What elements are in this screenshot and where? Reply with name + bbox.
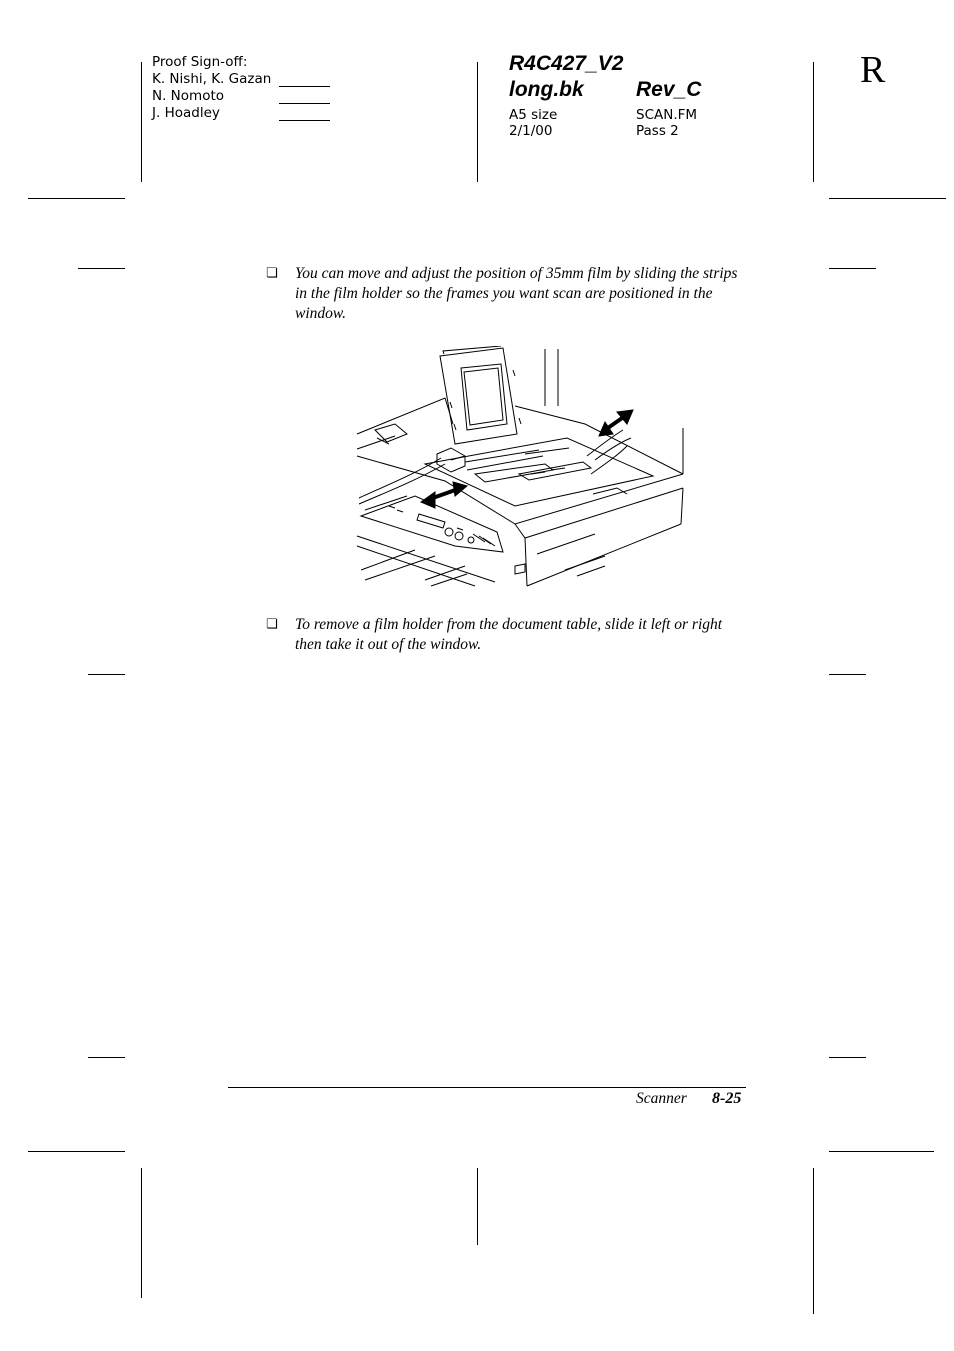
crop-mark (813, 62, 814, 182)
crop-mark (829, 1057, 866, 1058)
doc-file: SCAN.FM (636, 107, 698, 123)
doc-book: long.bk (509, 78, 584, 101)
crop-mark (477, 1168, 478, 1245)
doc-revision: Rev_C (636, 78, 702, 101)
crop-mark (28, 198, 125, 199)
proof-signoff (152, 54, 271, 122)
footer-rule (228, 1087, 746, 1088)
crop-mark (477, 62, 478, 182)
proof-signer-row (152, 105, 271, 122)
doc-pass: Pass 2 (636, 123, 679, 139)
crop-mark (28, 1151, 125, 1152)
signature-line (279, 120, 330, 121)
bullet-icon: ❏ (266, 617, 278, 632)
signature-line (279, 86, 330, 87)
proof-signer-row (152, 71, 271, 88)
doc-size: A5 size (509, 107, 558, 123)
crop-mark (829, 268, 876, 269)
footer-section: Scanner (636, 1090, 687, 1107)
paragraph: To remove a film holder from the document table, slide it left or right then take it out of the window. (295, 616, 723, 653)
doc-code: R4C427_V2 (509, 52, 624, 75)
proof-signer-row (152, 88, 271, 105)
crop-mark (78, 268, 125, 269)
scanner-film-holder-illustration (355, 346, 687, 592)
crop-mark (141, 62, 142, 182)
crop-mark (829, 198, 946, 199)
doc-date: 2/1/00 (509, 123, 553, 139)
proof-heading: Proof Sign-off: (152, 54, 248, 70)
crop-mark (829, 674, 866, 675)
paragraph: You can move and adjust the position of 35mm film by sliding the strips in the film holder so the frames you want scan are positioned in the window. (295, 265, 738, 322)
crop-mark (88, 1057, 125, 1058)
crop-mark (141, 1168, 142, 1298)
bullet-icon: ❏ (266, 266, 278, 281)
corner-letter: R (860, 49, 886, 91)
proof-signer: K. Nishi, K. Gazan (152, 71, 272, 87)
crop-mark (829, 1151, 934, 1152)
proof-signer: N. Nomoto (152, 88, 225, 104)
crop-mark (813, 1168, 814, 1314)
proof-signer: J. Hoadley (152, 105, 220, 121)
crop-mark (88, 674, 125, 675)
footer-page-number: 8-25 (712, 1090, 742, 1107)
signature-line (279, 103, 330, 104)
